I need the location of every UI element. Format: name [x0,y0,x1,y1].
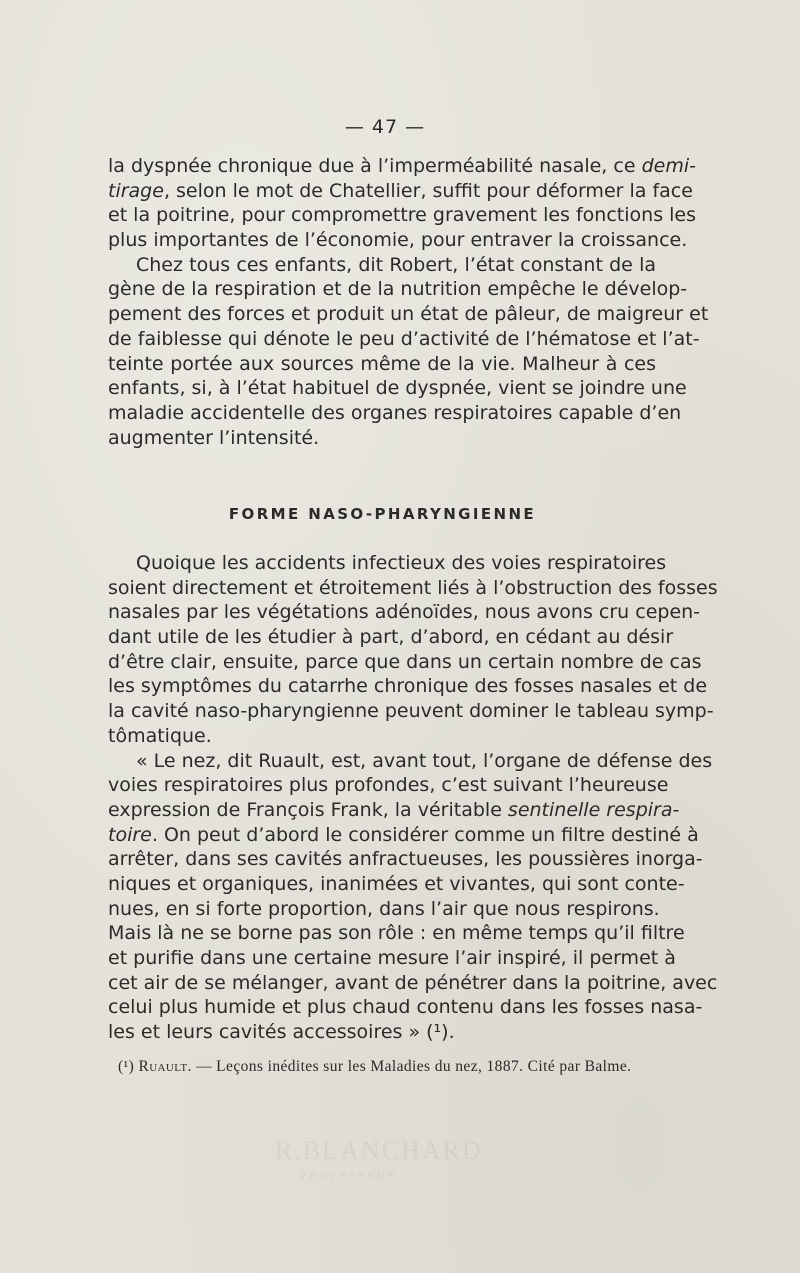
text-line: de faiblesse qui dénote le peu d’activité de l’hématose et l’at- [108,327,700,350]
paragraph-1 [108,154,709,450]
text-line: celui plus humide et plus chaud contenu dans les fosses nasa- [108,996,703,1019]
text-line: et la poitrine, pour compromettre gravement les fonctions les [108,204,696,227]
text-line: « Le nez, dit Ruault, est, avant tout, l’organe de défense des [136,749,713,772]
italic-run: tirage [108,179,164,202]
page-number: — 47 — [344,116,426,138]
text-line [108,823,699,848]
text-line: nasales par les végétations adénoïdes, nous avons cru cepen- [108,601,701,624]
footnote-marker: (¹) [118,1058,135,1075]
text-line: d’être clair, ensuite, parce que dans un certain nombre de cas [108,650,702,673]
text-line: augmenter l’intensité. [108,426,320,449]
italic-run: sentinelle respira- [507,798,680,821]
text-line: cet air de se mélanger, avant de pénétrer dans la poitrine, avec [108,971,718,994]
text-line: arrêter, dans ses cavités anfractueuses, les poussières inorga- [108,848,703,871]
text-line [108,179,693,204]
text-run: expression de François Frank, la véritable [108,798,508,821]
text-line: Quoique les accidents infectieux des voies respiratoires [136,552,667,574]
text-line: tômatique. [108,724,212,747]
text-line: Mais là ne se borne pas son rôle : en même temps qu’il filtre [108,922,685,945]
text-line: plus importantes de l’économie, pour entraver la croissance. [108,229,688,252]
text-line: Chez tous ces enfants, dit Robert, l’état constant de la [136,253,656,276]
italic-run: demi- [641,155,696,177]
text-line: voies respiratoires plus profondes, c’est suivant l’heureuse [108,774,669,797]
text-line: pement des forces et produit un état de pâleur, de maigreur et [108,303,709,326]
text-line: les symptômes du catarrhe chronique des fosses nasales et de [108,675,708,698]
section-heading: FORME NASO-PHARYNGIENNE [228,505,537,523]
footnote-author: Ruault [138,1058,188,1075]
paragraph-2 [108,551,718,1045]
text-line: enfants, si, à l’état habituel de dyspnée, vient se joindre une [108,377,687,400]
text-line: gène de la respiration et de la nutrition empêche le dévelop- [108,278,688,301]
text-line [108,154,696,179]
text-line: niques et organiques, inanimées et vivantes, qui sont conte- [108,872,685,895]
text-line: les et leurs cavités accessoires » (¹). [108,1021,455,1044]
text-line: nues, en si forte proportion, dans l’air que nous respirons. [108,897,660,920]
text-line: teinte portée aux sources même de la vie. Malheur à ces [108,352,656,375]
italic-run: toire [108,823,152,846]
text-run: . On peut d’abord le considérer comme un filtre destiné à [151,823,699,846]
footnote-text: . — Leçons inédites sur les Maladies du nez, 1887. Cité par Balme. [187,1058,632,1075]
text-line: la cavité naso-pharyngienne peuvent dominer le tableau symp- [108,700,714,723]
text-line [108,798,680,823]
text-run: la dyspnée chronique due à l’imperméabilité nasale, ce [108,155,642,177]
text-line: dant utile de les étudier à part, d’abord, en cédant au désir [108,626,674,649]
footnote [118,1058,678,1076]
library-stamp-subtitle: PROFESSEUR [300,1170,399,1182]
text-line: soient directement et étroitement liés à l’obstruction des fosses [108,576,718,599]
text-line: maladie accidentelle des organes respiratoires capable d’en [108,401,682,424]
library-stamp: R.BLANCHARD [275,1136,483,1165]
text-line: et purifie dans une certaine mesure l’air inspiré, il permet à [108,947,676,969]
text-run: , selon le mot de Chatellier, suffit pour déformer la face [163,179,693,202]
